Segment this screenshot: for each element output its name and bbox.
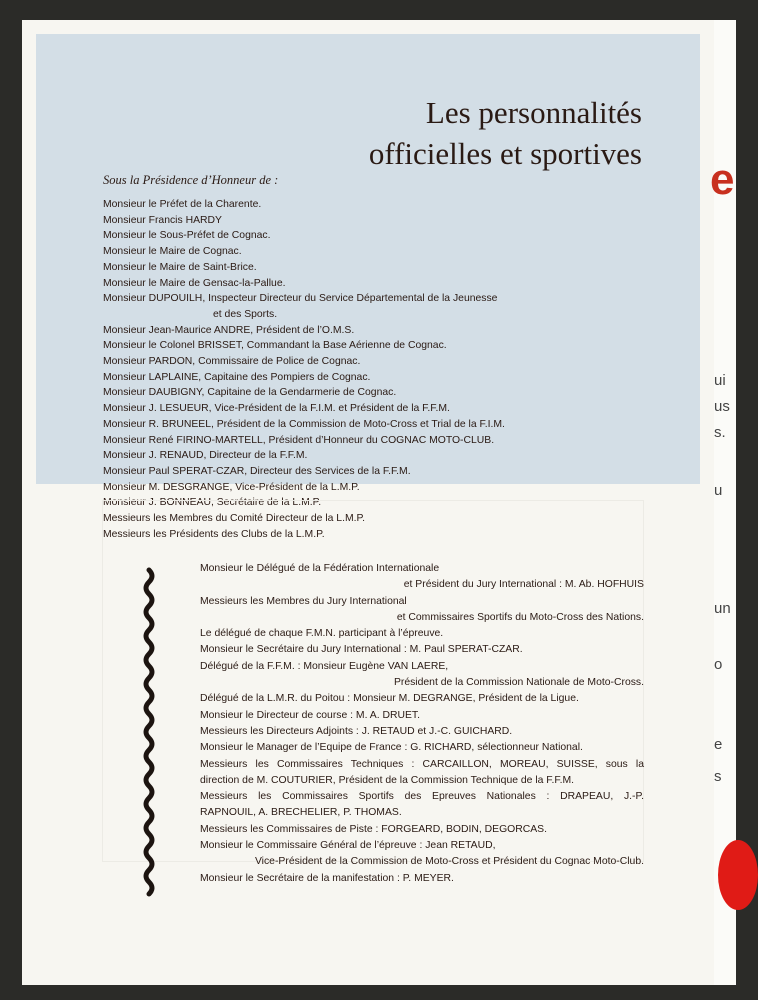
list-item: Monsieur le Secrétaire de la manifestation : P. MEYER.	[200, 872, 454, 884]
list-item-continuation: Vice-Président de la Commission de Moto-Cross et Président du Cognac Moto-Club.	[254, 856, 644, 868]
next-page-fragment: u	[714, 482, 723, 499]
list-item-continuation: et des Sports.	[213, 308, 278, 320]
list-item: Messieurs les Présidents des Clubs de la L.M.P.	[103, 528, 325, 540]
list-item: Messieurs les Directeurs Adjoints : J. RETAUD et J.-C. GUICHARD.	[200, 725, 513, 737]
list-item: Messieurs les Membres du Comité Directeur de la L.M.P.	[103, 513, 365, 525]
page-title	[369, 92, 642, 174]
adjacent-page-edge	[710, 20, 736, 985]
list-item: Monsieur Paul SPERAT-CZAR, Directeur des Services de la F.F.M.	[103, 465, 411, 477]
next-page-fragment: ui	[714, 372, 726, 389]
next-page-fragment: o	[714, 656, 723, 673]
list-item: Messieurs les Commissaires de Piste : FORGEARD, BODIN, DEGORCAS.	[200, 823, 548, 835]
list-item: Messieurs les Membres du Jury International	[200, 595, 407, 607]
list-item-continuation: et Président du Jury International : M. Ab. HOFHUIS	[403, 579, 644, 591]
list-item: Monsieur Jean-Maurice ANDRE, Président de l’O.M.S.	[103, 324, 355, 336]
list-item-continuation: RAPNOUIL, A. BRECHELIER, P. THOMAS.	[200, 807, 402, 819]
red-graphic-edge	[718, 840, 758, 910]
list-item: Monsieur le Délégué de la Fédération Internationale	[200, 563, 440, 574]
list-item: Monsieur R. BRUNEEL, Président de la Commission de Moto-Cross et Trial de la F.I.M.	[103, 418, 505, 430]
list-item: Monsieur le Colonel BRISSET, Commandant la Base Aérienne de Cognac.	[103, 340, 447, 352]
title-line-2: officielles et sportives	[368, 136, 642, 171]
document-page	[22, 20, 714, 985]
officials-list	[200, 561, 644, 887]
list-item: Monsieur PARDON, Commissaire de Police de Cognac.	[103, 356, 361, 368]
list-item: Monsieur le Préfet de la Charente.	[103, 199, 262, 210]
list-item: Monsieur J. RENAUD, Directeur de la F.F.M.	[103, 450, 308, 462]
list-item: Monsieur le Maire de Gensac-la-Pallue.	[103, 277, 286, 289]
list-item: Monsieur René FIRINO-MARTELL, Président d’Honneur du COGNAC MOTO-CLUB.	[103, 434, 495, 446]
list-item-continuation: Président de la Commission Nationale de Moto-Cross.	[393, 677, 644, 689]
header-panel	[36, 34, 700, 540]
list-item: Délégué de la L.M.R. du Poitou : Monsieur M. DEGRANGE, Président de la Ligue.	[200, 693, 579, 705]
list-item: Monsieur le Maire de Saint-Brice.	[103, 261, 257, 273]
list-item: Monsieur M. DESGRANGE, Vice-Président de la L.M.P.	[103, 481, 360, 493]
list-item: Monsieur le Maire de Cognac.	[103, 246, 242, 258]
list-item-continuation: et Commissaires Sportifs du Moto-Cross des Nations.	[396, 611, 644, 623]
intro-text: Sous la Présidence d’Honneur de :	[103, 173, 279, 187]
list-item: Délégué de la F.F.M. : Monsieur Eugène VAN LAERE,	[200, 660, 449, 672]
list-item-continuation: direction de M. COUTURIER, Président de la Commission Technique de la F.F.M.	[200, 774, 575, 786]
list-item: Monsieur le Manager de l’Equipe de France : G. RICHARD, sélectionneur National.	[200, 742, 583, 754]
list-item: Messieurs les Commissaires Techniques : CARCAILLON, MOREAU, SUISSE, sous la	[200, 758, 644, 770]
list-item: Monsieur Francis HARDY	[103, 214, 222, 226]
next-page-fragment: s.	[714, 424, 726, 441]
next-page-fragment: us	[714, 398, 730, 415]
list-item: Le délégué de chaque F.M.N. participant à l’épreuve.	[200, 628, 444, 640]
list-item: Monsieur DAUBIGNY, Capitaine de la Gendarmerie de Cognac.	[103, 387, 397, 399]
next-page-fragment: un	[714, 600, 731, 617]
list-item: Monsieur DUPOUILH, Inspecteur Directeur du Service Départemental de la Jeunesse	[103, 293, 498, 305]
next-page-fragment: e	[714, 736, 723, 753]
title-line-1: Les personnalités	[425, 95, 642, 130]
list-item: Monsieur le Secrétaire du Jury International : M. Paul SPERAT-CZAR.	[200, 644, 523, 656]
list-item: Monsieur le Sous-Préfet de Cognac.	[103, 230, 271, 242]
next-page-fragment: e	[710, 155, 735, 204]
list-item: Monsieur LAPLAINE, Capitaine des Pompiers de Cognac.	[103, 371, 371, 383]
list-item: Monsieur J. LESUEUR, Vice-Président de la F.I.M. et Président de la F.F.M.	[103, 403, 450, 415]
list-item: Monsieur J. BONNEAU, Secrétaire de la L.M.P.	[103, 497, 322, 509]
next-page-fragment: s	[714, 768, 722, 785]
list-item: Monsieur le Commissaire Général de l’épreuve : Jean RETAUD,	[200, 840, 496, 852]
honor-list	[103, 197, 505, 542]
list-item: Messieurs les Commissaires Sportifs des Epreuves Nationales : DRAPEAU, J.-P.	[200, 791, 644, 803]
wavy-rule-ornament	[139, 568, 159, 903]
list-item: Monsieur le Directeur de course : M. A. DRUET.	[200, 709, 421, 721]
